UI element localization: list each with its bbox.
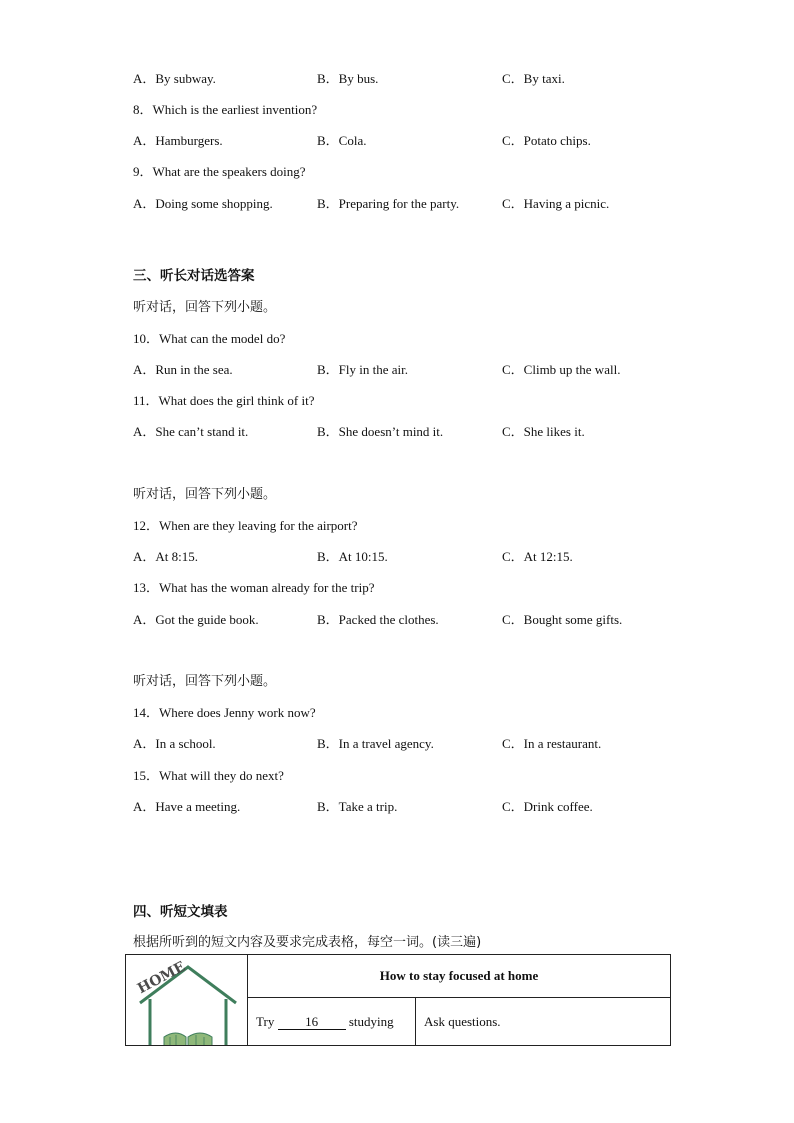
- q10-option-a: A．Run in the sea.: [133, 362, 233, 377]
- q11-option-a: A．She can’t stand it.: [133, 424, 249, 439]
- q15-option-a: A．Have a meeting.: [133, 799, 241, 814]
- section-3-instruction-2: 听对话，回答下列小题。: [133, 487, 277, 502]
- q11-option-c: C．She likes it.: [502, 424, 585, 439]
- question-13: 13．What has the woman already for the trip?: [133, 580, 375, 595]
- q13-option-c: C．Bought some gifts.: [502, 612, 623, 627]
- q8-option-b: B．Cola.: [317, 133, 367, 148]
- table-title: How to stay focused at home: [248, 955, 671, 998]
- row1-right-cell: Ask questions.: [416, 998, 671, 1046]
- q12-option-c: C．At 12:15.: [502, 549, 573, 564]
- focus-table: [125, 954, 671, 1046]
- q13-option-a: A．Got the guide book.: [133, 612, 259, 627]
- q7-option-b: B．By bus.: [317, 71, 379, 86]
- q9-option-c: C．Having a picnic.: [502, 196, 610, 211]
- q11-option-b: B．She doesn’t mind it.: [317, 424, 444, 439]
- q15-option-c: C．Drink coffee.: [502, 799, 593, 814]
- home-logo-text: HOME: [135, 958, 189, 998]
- q15-option-b: B．Take a trip.: [317, 799, 398, 814]
- q8-option-c: C．Potato chips.: [502, 133, 591, 148]
- section-3-instruction-3: 听对话，回答下列小题。: [133, 674, 277, 689]
- q10-option-c: C．Climb up the wall.: [502, 362, 621, 377]
- q10-option-b: B．Fly in the air.: [317, 362, 409, 377]
- q7-option-a: A．By subway.: [133, 71, 216, 86]
- question-12: 12．When are they leaving for the airport?: [133, 518, 358, 533]
- section-4-heading: 四、听短文填表: [133, 904, 228, 920]
- q12-option-b: B．At 10:15.: [317, 549, 388, 564]
- section-3-instruction: 听对话，回答下列小题。: [133, 300, 277, 315]
- question-14: 14．Where does Jenny work now?: [133, 705, 316, 720]
- section-3-heading: 三、听长对话选答案: [133, 268, 255, 284]
- home-logo-cell: [126, 955, 248, 1046]
- question-15: 15．What will they do next?: [133, 768, 284, 783]
- blank-16[interactable]: 16: [278, 1015, 346, 1030]
- q9-option-a: A．Doing some shopping.: [133, 196, 273, 211]
- q9-option-b: B．Preparing for the party.: [317, 196, 460, 211]
- question-9: 9．What are the speakers doing?: [133, 164, 306, 179]
- q13-option-b: B．Packed the clothes.: [317, 612, 439, 627]
- question-10: 10．What can the model do?: [133, 331, 286, 346]
- question-11: 11．What does the girl think of it?: [133, 393, 315, 408]
- q7-option-c: C．By taxi.: [502, 71, 565, 86]
- question-8: 8．Which is the earliest invention?: [133, 102, 318, 117]
- q14-option-c: C．In a restaurant.: [502, 736, 602, 751]
- section-4-instruction: 根据所听到的短文内容及要求完成表格，每空一词。(读三遍): [133, 935, 482, 950]
- q8-option-a: A．Hamburgers.: [133, 133, 223, 148]
- row1-suffix: studying: [348, 1013, 394, 1029]
- row1-left-cell: [248, 998, 416, 1046]
- q14-option-b: B．In a travel agency.: [317, 736, 434, 751]
- q12-option-a: A．At 8:15.: [133, 549, 199, 564]
- q14-option-a: A．In a school.: [133, 736, 216, 751]
- row1-prefix: Try: [256, 1013, 275, 1029]
